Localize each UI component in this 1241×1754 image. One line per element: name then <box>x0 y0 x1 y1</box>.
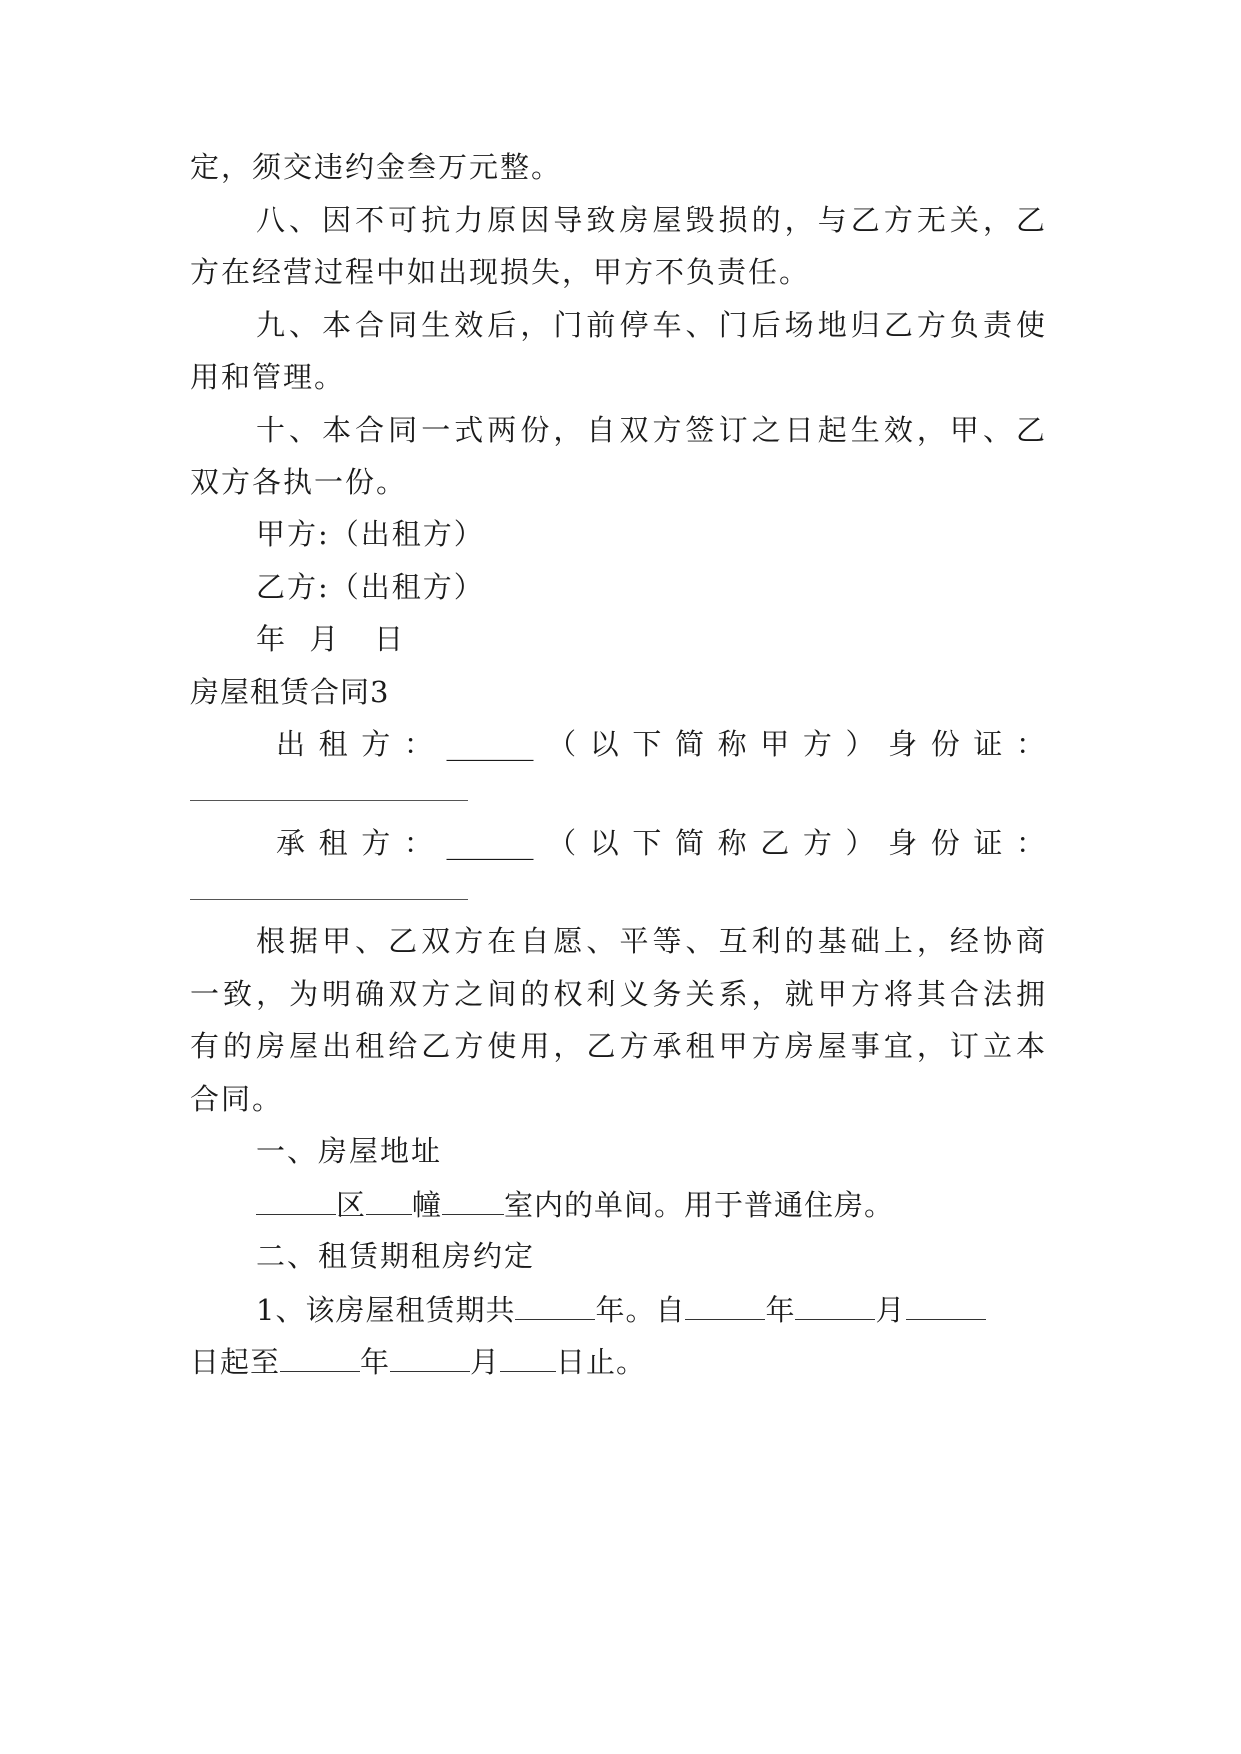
clause-9-line-2: 用和管理。 <box>190 360 346 394</box>
clause-8-line-2: 方在经营过程中如出现损失，甲方不负责任。 <box>190 255 811 289</box>
lessor-char: ） <box>845 727 875 761</box>
lessor-char: 称 <box>717 727 747 761</box>
clause-10-line-2: 双方各执一份。 <box>190 465 408 499</box>
section-2-heading: 二、租赁期租房约定 <box>256 1239 536 1273</box>
address-suffix: 室内的单间。用于普通住房。 <box>504 1188 895 1222</box>
end-year-blank <box>280 1341 360 1372</box>
lessee-char: 下 <box>632 826 662 860</box>
district-label: 区 <box>336 1188 367 1222</box>
end-date-suffix: 日止。 <box>556 1345 647 1379</box>
lessor-char: ： <box>403 727 433 761</box>
lessee-name-blank: ______ <box>446 826 534 860</box>
lessor-name-blank: ______ <box>446 727 534 761</box>
lessor-char: 甲 <box>760 727 790 761</box>
lessee-char: 份 <box>930 826 960 860</box>
lessee-id-blank <box>190 899 468 900</box>
lessor-line <box>276 724 1045 764</box>
lessee-char: ： <box>1015 826 1045 860</box>
lessee-char: 承 <box>276 826 306 860</box>
lessee-char: 以 <box>589 826 619 860</box>
date-line: 年 月 日 <box>256 622 406 656</box>
clause-9-line-1: 九、本合同生效后，门前停车、门后场地归乙方负责使 <box>256 308 1045 342</box>
year-label: 年 <box>765 1293 796 1327</box>
lessor-char: 租 <box>318 727 348 761</box>
lessor-char: 证 <box>973 727 1003 761</box>
lessor-id-blank <box>190 800 468 801</box>
lessee-char: ： <box>403 826 433 860</box>
term-years-blank <box>515 1289 595 1320</box>
lessor-char: ： <box>1015 727 1045 761</box>
contract-title: 房屋租赁合同3 <box>190 675 390 709</box>
lessee-char: 身 <box>888 826 918 860</box>
address-line <box>256 1184 894 1225</box>
end-month-blank <box>390 1341 470 1372</box>
month-label: 月 <box>875 1293 906 1327</box>
preamble-line-3: 有的房屋出租给乙方使用，乙方承租甲方房屋事宜，订立本 <box>190 1029 1045 1063</box>
lease-term-text: 1、该房屋租赁期共 <box>256 1293 516 1327</box>
lessee-char: 简 <box>674 826 704 860</box>
lessee-char: 租 <box>318 826 348 860</box>
end-month-label: 月 <box>470 1345 501 1379</box>
lessee-char: 证 <box>973 826 1003 860</box>
lessee-char: 方 <box>361 826 391 860</box>
party-a-signature: 甲方:（出租方） <box>256 517 485 551</box>
end-day-blank <box>500 1341 556 1372</box>
preamble-line-2: 一致，为明确双方之间的权利义务关系，就甲方将其合法拥 <box>190 977 1045 1011</box>
start-year-blank <box>685 1289 765 1320</box>
preamble-line-1: 根据甲、乙双方在自愿、平等、互利的基础上，经协商 <box>256 924 1045 958</box>
lessor-char: 方 <box>802 727 832 761</box>
lessee-char: （ <box>547 826 577 860</box>
lessee-char: 称 <box>717 826 747 860</box>
lessor-char: 身 <box>888 727 918 761</box>
end-year-label: 年 <box>360 1345 391 1379</box>
district-blank <box>256 1184 336 1215</box>
lessee-char: 乙 <box>760 826 790 860</box>
preamble-line-4: 合同。 <box>190 1082 284 1116</box>
year-start-text: 年。自 <box>595 1293 686 1327</box>
clause-10-line-1: 十、本合同一式两份，自双方签订之日起生效，甲、乙 <box>256 413 1045 447</box>
party-b-signature: 乙方:（出租方） <box>256 570 485 604</box>
building-blank <box>366 1184 412 1215</box>
lessee-line <box>276 823 1045 863</box>
building-label: 幢 <box>412 1188 443 1222</box>
lessee-char: ） <box>845 826 875 860</box>
end-date-prefix: 日起至 <box>190 1345 281 1379</box>
lessee-char: 方 <box>802 826 832 860</box>
start-day-blank <box>906 1289 986 1320</box>
lessor-char: 以 <box>589 727 619 761</box>
lessor-char: 简 <box>674 727 704 761</box>
lessor-char: 份 <box>930 727 960 761</box>
room-blank <box>442 1184 504 1215</box>
lessor-char: （ <box>547 727 577 761</box>
lease-term-line-1 <box>256 1289 986 1330</box>
start-month-blank <box>795 1289 875 1320</box>
clause-8-line-1: 八、因不可抗力原因导致房屋毁损的，与乙方无关，乙 <box>256 203 1045 237</box>
text-line: 定，须交违约金叁万元整。 <box>190 150 563 184</box>
lessor-char: 下 <box>632 727 662 761</box>
lease-term-line-2 <box>190 1341 646 1382</box>
lessor-char: 方 <box>361 727 391 761</box>
lessor-char: 出 <box>276 727 306 761</box>
section-1-heading: 一、房屋地址 <box>256 1134 443 1168</box>
